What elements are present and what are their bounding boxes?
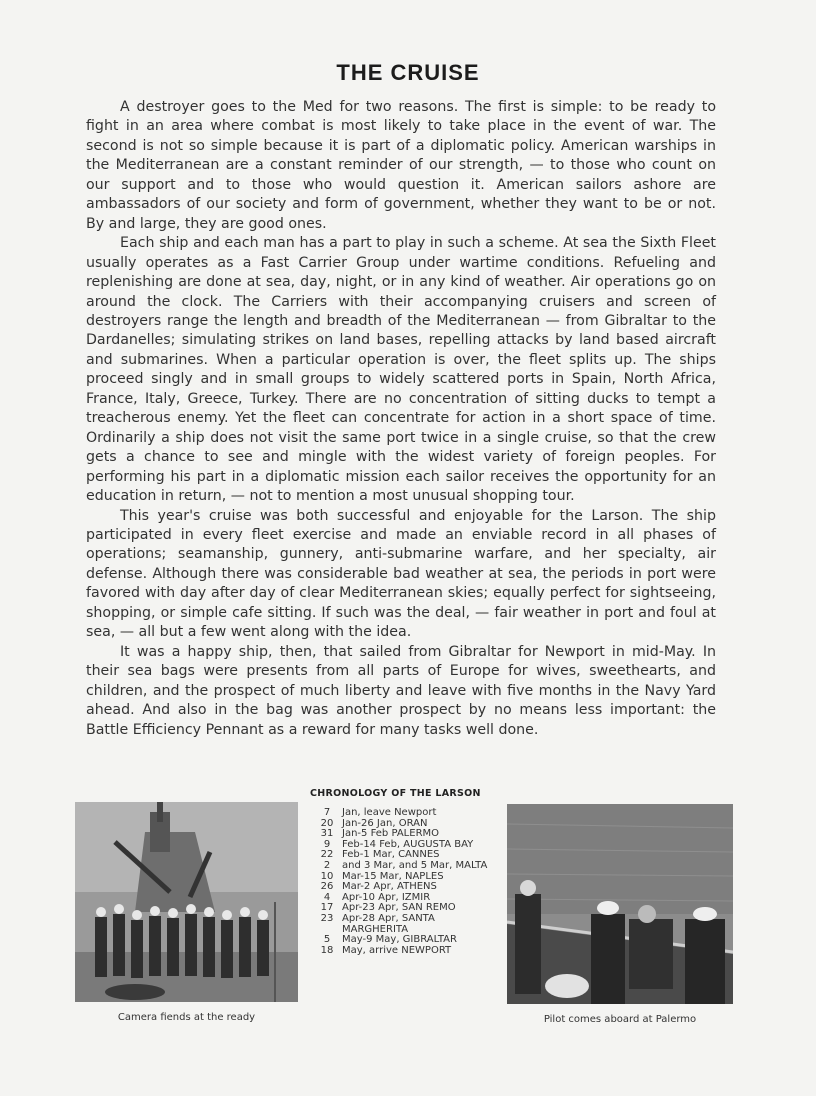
paragraph-4: It was a happy ship, then, that sailed from Gibraltar for Newport in mid-May. In their sea bags were presents from all parts of Europe for wives, sweethearts, and children, and the prospect of much liberty and leave with five months in the Navy Yard ahead. And also in the bag was another prospect by no means less important: the Battle Efficiency Pennant as a reward for many tasks well done. [86,643,716,738]
chronology-entry [312,914,502,935]
chronology-heading: CHRONOLOGY OF THE LARSON [310,788,481,799]
photo-caption-right: Pilot comes aboard at Palermo [543,1014,697,1025]
chronology-text: Feb-1 Mar, CANNES [342,849,440,861]
chronology-text: Mar-15 Mar, NAPLES [342,870,444,882]
page-title: THE CRUISE [336,60,480,85]
chronology-day: 17 [320,902,334,914]
chronology-day: 9 [323,838,331,850]
chronology-text: Mar-2 Apr, ATHENS [342,881,437,893]
chronology-day: 4 [323,891,331,903]
chronology-day: 2 [323,859,331,871]
chronology-day: 22 [320,849,334,861]
chronology-text: Apr-10 Apr, IZMIR [342,891,431,903]
chronology-text: Apr-23 Apr, SAN REMO [342,902,456,914]
article-body [86,98,716,740]
chronology-list [312,808,502,956]
photo-caption-left: Camera fiends at the ready [117,1012,256,1023]
chronology-day: 23 [320,912,334,924]
chronology-text: and 3 Mar, and 5 Mar, MALTA [342,859,488,871]
chronology-entry [312,808,502,819]
chronology-day: 20 [320,817,334,829]
chronology-text: Feb-14 Feb, AUGUSTA BAY [342,838,474,850]
chronology-text: May, arrive NEWPORT [342,944,452,956]
paragraph-3: This year's cruise was both successful and enjoyable for the Larson. The ship participated in every fleet exercise and made an enviable record in all phases of operations; seamanship, gunnery, anti-submarine warfare, and her specialty, air defense. Although there was considerable bad weather at sea, the periods in port were favored with day after day of clear Mediterranean skies; equally perfect for sightseeing, shopping, or simple cafe sitting. If such was the deal, — fair weather in port and foul at sea, — all but a few went along with the idea. [86,507,716,641]
chronology-day: 5 [323,934,331,946]
chronology-text: Jan-26 Jan, ORAN [342,817,428,829]
paragraph-1: A destroyer goes to the Med for two reasons. The first is simple: to be ready to fight in an area where combat is most likely to take place in the event of war. The second is not so simple because it is part of a diplomatic policy. American warships in the Mediterranean are a constant reminder of our strength, — to those who count on our support and to those who would question it. American sailors ashore are ambassadors of our society and form of government, whether they want to be or not. By and large, they are good ones. [86,99,716,232]
paragraph-2: Each ship and each man has a part to play in such a scheme. At sea the Sixth Fleet usually operates as a Fast Carrier Group under wartime conditions. Refueling and replenishing are done at sea, day, night, or in any kind of weather. Air operations go on around the clock. The Carriers with their accompanying cruisers and screen of destroyers range the length and breadth of the Mediterranean — from Gibraltar to the Dardanelles; simulating strikes on land bases, repelling attacks by land based aircraft and submarines. When a particular operation is over, the fleet splits up. The ships proceed singly and in small groups to widely scattered ports in Spain, North Africa, France, Italy, Greece, Turkey. There are no concentration of sitting ducks to tempt a treacherous enemy. Yet the fleet can concentrate for action in a short space of time. Ordinarily a ship does not visit the same port twice in a single cruise, so that the crew gets a chance to see and mingle with the widest variety of foreign peoples. For performing his part in a diplomatic mission each sailor receives the opportunity for an education in return, — not to mention a most unusual shopping tour. [86,235,716,505]
chronology-day: 18 [320,944,334,956]
chronology-day: 31 [320,828,334,840]
chronology-day: 10 [320,870,334,882]
chronology-entry [312,946,502,957]
chronology-text: May-9 May, GIBRALTAR [342,934,457,946]
chronology-text: Jan-5 Feb PALERMO [342,828,440,840]
chronology-text: Jan, leave Newport [342,807,437,818]
chronology-entry [312,861,502,872]
photo-pilot-aboard [507,804,733,1004]
chronology-text: Apr-28 Apr, SANTA MARGHERITA [342,912,435,935]
chronology-day: 26 [320,881,334,893]
chronology-day: 7 [323,807,331,818]
photo-camera-fiends [75,802,298,1002]
